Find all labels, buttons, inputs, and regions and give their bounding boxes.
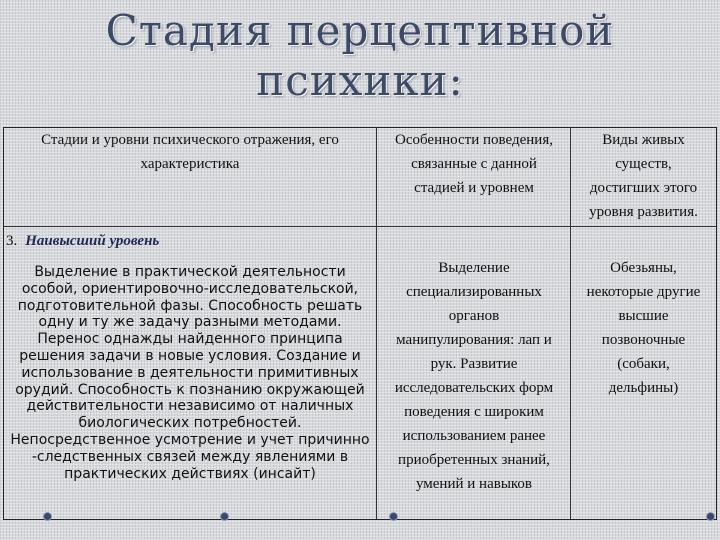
species-line: дельфины)	[608, 380, 679, 396]
header-behavior-line: стадией и уровнем	[414, 180, 534, 196]
header-divider	[4, 226, 716, 227]
behavior-cell	[377, 256, 571, 496]
stage-number: 3.	[6, 233, 18, 249]
header-stages	[4, 129, 376, 175]
description-line: практических действиях (инсайт)	[64, 465, 316, 482]
stage-description	[4, 264, 376, 482]
stage-name: Наивысший уровень	[25, 233, 160, 249]
decorative-bullet	[707, 513, 714, 520]
decorative-bullet	[44, 513, 51, 520]
behavior-line: органов	[448, 308, 500, 324]
behavior-line: Выделение	[438, 260, 510, 276]
header-stages-line: Стадии и уровни психического отражения, его	[41, 132, 339, 148]
description-line: орудий. Способность к познанию окружающей	[15, 381, 365, 398]
header-species-line: Виды живых	[602, 132, 685, 148]
species-line: Обезьяны,	[610, 260, 677, 276]
behavior-line: исследовательских форм	[394, 380, 554, 396]
behavior-line: умений и навыков	[415, 476, 532, 492]
species-line: высшие	[618, 308, 669, 324]
slide-title	[0, 6, 720, 106]
header-species-line: достигших этого	[589, 180, 698, 196]
behavior-line: манипулирования: лап и	[396, 332, 552, 348]
description-line: одну и ту же задачу разными методами.	[38, 314, 342, 331]
behavior-line: специализированных	[406, 284, 542, 300]
description-line: использование в деятельности примитивных	[21, 364, 359, 381]
species-line: некоторые другие	[586, 284, 701, 300]
behavior-line: рук. Развитие	[430, 356, 518, 372]
description-line: Выделение в практической деятельности	[34, 264, 346, 280]
header-behavior	[377, 129, 571, 199]
decorative-bullet	[221, 513, 228, 520]
header-behavior-line: связанные с данной	[411, 156, 537, 172]
description-line: Перенос однажды найденного принципа	[37, 331, 343, 348]
species-line: (собаки,	[617, 356, 670, 372]
behavior-line: использованием ранее	[402, 428, 546, 444]
description-line: действительности независимо от наличных	[26, 398, 354, 415]
decorative-bullet	[390, 513, 397, 520]
slide-title-line-2: психики:	[256, 56, 464, 105]
description-line: биологических потребностей.	[78, 415, 302, 432]
description-line: Непосредственное усмотрение и учет причинно	[10, 431, 370, 448]
behavior-line: поведения с широким	[404, 404, 544, 420]
behavior-line: приобретенных знаний,	[398, 452, 550, 468]
description-line: -следственных связей между явлениями в	[31, 448, 349, 465]
stage-label	[6, 230, 159, 252]
stages-table	[3, 127, 717, 520]
header-behavior-line: Особенности поведения,	[395, 132, 553, 148]
header-species	[571, 129, 716, 223]
description-line: подготовительной фазы. Способность решать	[17, 297, 363, 314]
header-stages-line: характеристика	[140, 156, 240, 172]
description-line: особой, ориентировочно-исследовательской,	[21, 280, 359, 297]
species-cell	[571, 256, 716, 400]
species-line: позвоночные	[601, 332, 686, 348]
header-species-line: уровня развития.	[589, 204, 698, 220]
header-species-line: существ,	[615, 156, 672, 172]
slide-title-line-1: Стадия перцептивной	[105, 6, 615, 55]
description-line: решения задачи в новые условия. Создание и	[19, 347, 361, 364]
